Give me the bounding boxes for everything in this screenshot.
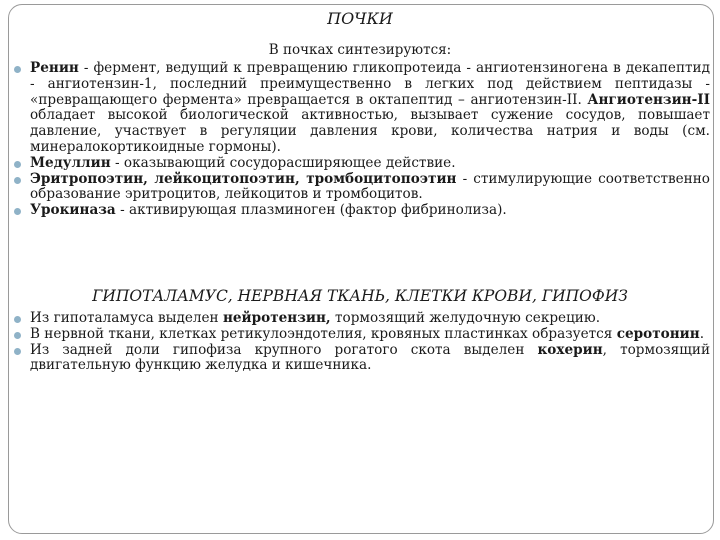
list-item-serotonin bbox=[12, 327, 710, 343]
term-renin: Ренин bbox=[30, 60, 79, 76]
serotonin-pre: В нервной ткани, клетках ретикулоэндотелия, кровяных пластинках образуется bbox=[30, 325, 617, 342]
urokinase-text: - активирующая плазминоген (фактор фибринолиза). bbox=[115, 202, 507, 219]
bullet-icon bbox=[14, 316, 21, 323]
term-serotonin: серотонин bbox=[616, 325, 700, 342]
bullet-icon bbox=[14, 208, 21, 215]
list-item-renin bbox=[12, 61, 710, 156]
neurotensin-post: тормозящий желудочную секрецию. bbox=[330, 310, 601, 326]
term-poietins: Эритропоэтин, лейкоцитопоэтин, тромбоцитопоэтин bbox=[30, 170, 457, 187]
angiotensin-text: обладает высокой биологической активностью, вызывает сужение сосудов, повышает давление, участвует в регуляции давления крови, количества натрия и воды (см. минералокортикоидные гормоны). bbox=[30, 107, 710, 155]
bullet-icon bbox=[14, 66, 21, 73]
list-item-medullin bbox=[12, 156, 710, 172]
kidneys-list bbox=[12, 61, 710, 219]
medullin-text: - оказывающий сосудорасширяющее действие. bbox=[110, 154, 456, 171]
bullet-icon bbox=[14, 161, 21, 168]
poietins-text: - стимулирующие соответственно образование эритроцитов, лейкоцитов и тромбоцитов. bbox=[30, 170, 710, 203]
bullet-icon bbox=[14, 177, 21, 184]
term-neurotensin: нейротензин, bbox=[222, 310, 331, 326]
hypothalamus-title: ГИПОТАЛАМУС, НЕРВНАЯ ТКАНЬ, КЛЕТКИ КРОВИ, ГИПОФИЗ bbox=[92, 287, 628, 305]
bullet-icon bbox=[14, 348, 21, 355]
kidneys-title-text: ПОЧКИ bbox=[327, 9, 393, 28]
term-medullin: Медуллин bbox=[30, 154, 111, 171]
neurotensin-pre: Из гипоталамуса выделен bbox=[30, 310, 223, 326]
kidneys-title bbox=[0, 10, 720, 28]
bullet-icon bbox=[14, 332, 21, 339]
list-item-coherin bbox=[12, 343, 710, 375]
serotonin-post: . bbox=[699, 325, 705, 342]
renin-text: - фермент, ведущий к превращению гликопротеида - ангиотензиногена в декапептид - ангиотензин-1, последний преимущественно в легких под действием пептидазы - «превращающего фермента» превращается в октапептид – ангиотензин-II. bbox=[30, 60, 710, 108]
coherin-post: , тормозящий двигательную функцию желудка и кишечника. bbox=[30, 341, 711, 374]
term-angiotensin: Ангиотензин-II bbox=[587, 91, 710, 108]
list-item-neurotensin bbox=[12, 311, 710, 327]
term-urokinase: Урокиназа bbox=[30, 202, 116, 219]
list-item-urokinase bbox=[12, 203, 710, 219]
kidneys-subtitle: В почках синтезируются: bbox=[268, 42, 452, 58]
hypothalamus-list bbox=[12, 311, 710, 374]
term-coherin: кохерин bbox=[537, 341, 603, 358]
list-item-poietins bbox=[12, 172, 710, 204]
coherin-pre: Из задней доли гипофиза крупного рогатого скота выделен bbox=[30, 341, 538, 358]
